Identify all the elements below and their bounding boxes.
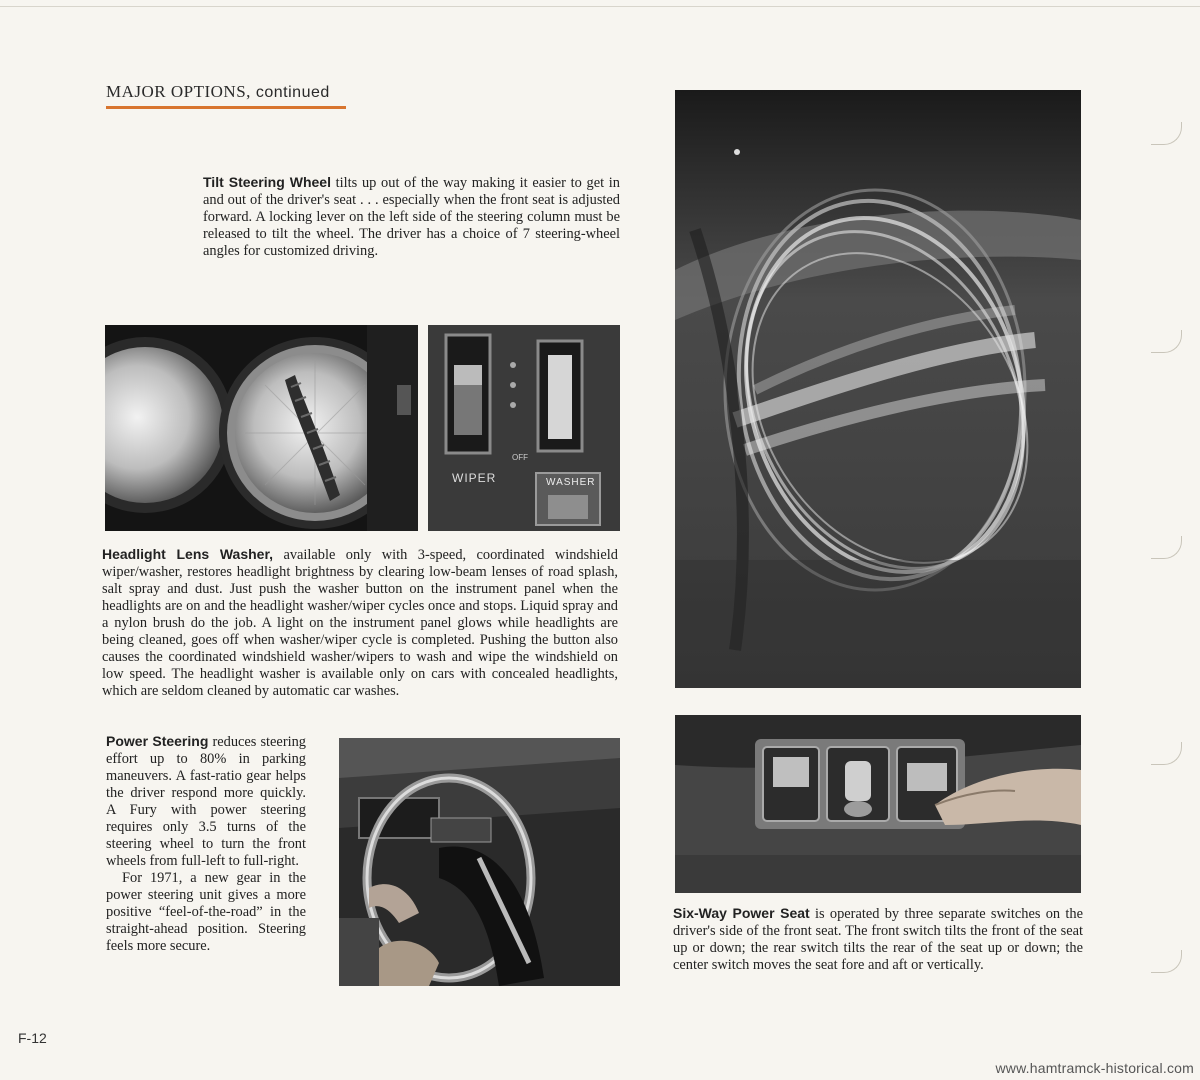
top-rule <box>0 6 1200 7</box>
headlight-washer-photo <box>105 325 418 531</box>
wiper-label: WIPER <box>452 471 497 485</box>
power-steering-body: reduces steering effort up to 80% in parking maneuvers. A fast-ratio gear helps the driver respond more quickly. A Fury with power steering requires only 3.5 turns of the steering wheel to turn the front wheels from full-left to full-right. <box>106 734 307 869</box>
tilt-wheel-body: tilts up out of the way making it easier to get in and out of the driver's seat . . . especially when the front seat is adjusted forward. A locking lever on the left side of the steering column must be released to tilt the wheel. The driver has a choice of 7 steering-wheel angles for customized driving. <box>203 175 620 259</box>
power-seat-lead: Six-Way Power Seat <box>673 905 810 921</box>
page-number: F-12 <box>18 1030 47 1046</box>
watermark-url[interactable]: www.hamtramck-historical.com <box>995 1060 1194 1076</box>
power-steering-text <box>106 733 306 955</box>
headlight-washer-text <box>102 546 618 700</box>
power-steering-photo <box>339 738 620 986</box>
power-seat-body: is operated by three separate switches on the driver's side of the front seat. The front switch tilts the front of the seat up or down; the rear switch tilts the rear of the seat up or down; the center switch moves the seat fore and aft or vertically. <box>673 906 1083 973</box>
binder-hole-4 <box>1151 742 1182 765</box>
power-steering-lead: Power Steering <box>106 733 209 749</box>
headlight-washer-body: available only with 3-speed, coordinated windshield wiper/washer, restores headlight brightness by clearing low-beam lenses of road splash, salt spray and dust. Just push the washer button on the instrument panel when the headlights are on and the headlight washer/wiper cycles once and stops. Liquid spray and a nylon brush do the job. A light on the instrument panel glows while headlights are being cleaned, goes off when washer/wiper cycle is completed. Pushing the button also causes the coordinated windshield washer/wipers to wash and wipe the windshield on low speed. The headlight washer is available only on cars with concealed headlights, which are seldom cleaned by automatic car washes. <box>102 547 619 699</box>
washer-label: WASHER <box>546 477 596 488</box>
binder-hole-5 <box>1151 950 1182 973</box>
power-seat-photo <box>675 715 1081 893</box>
tilt-wheel-text <box>203 174 620 260</box>
tilt-wheel-lead: Tilt Steering Wheel <box>203 174 331 190</box>
binder-hole-2 <box>1151 330 1182 353</box>
header-underline <box>106 106 346 109</box>
headlight-washer-lead: Headlight Lens Washer, <box>102 546 274 562</box>
wiper-switch-photo <box>428 325 620 531</box>
power-steering-body-2: For 1971, a new gear in the power steering unit gives a more positive “feel-of-the-road” in the straight-ahead position. Steering feels more secure. <box>106 870 306 954</box>
binder-hole-1 <box>1151 122 1182 145</box>
section-continued: continued <box>250 84 330 101</box>
section-title: MAJOR OPTIONS, <box>106 82 251 101</box>
power-seat-text <box>673 905 1083 974</box>
binder-hole-3 <box>1151 536 1182 559</box>
off-label: OFF <box>512 453 528 462</box>
tilt-wheel-photo <box>675 90 1081 688</box>
section-header <box>106 82 330 102</box>
